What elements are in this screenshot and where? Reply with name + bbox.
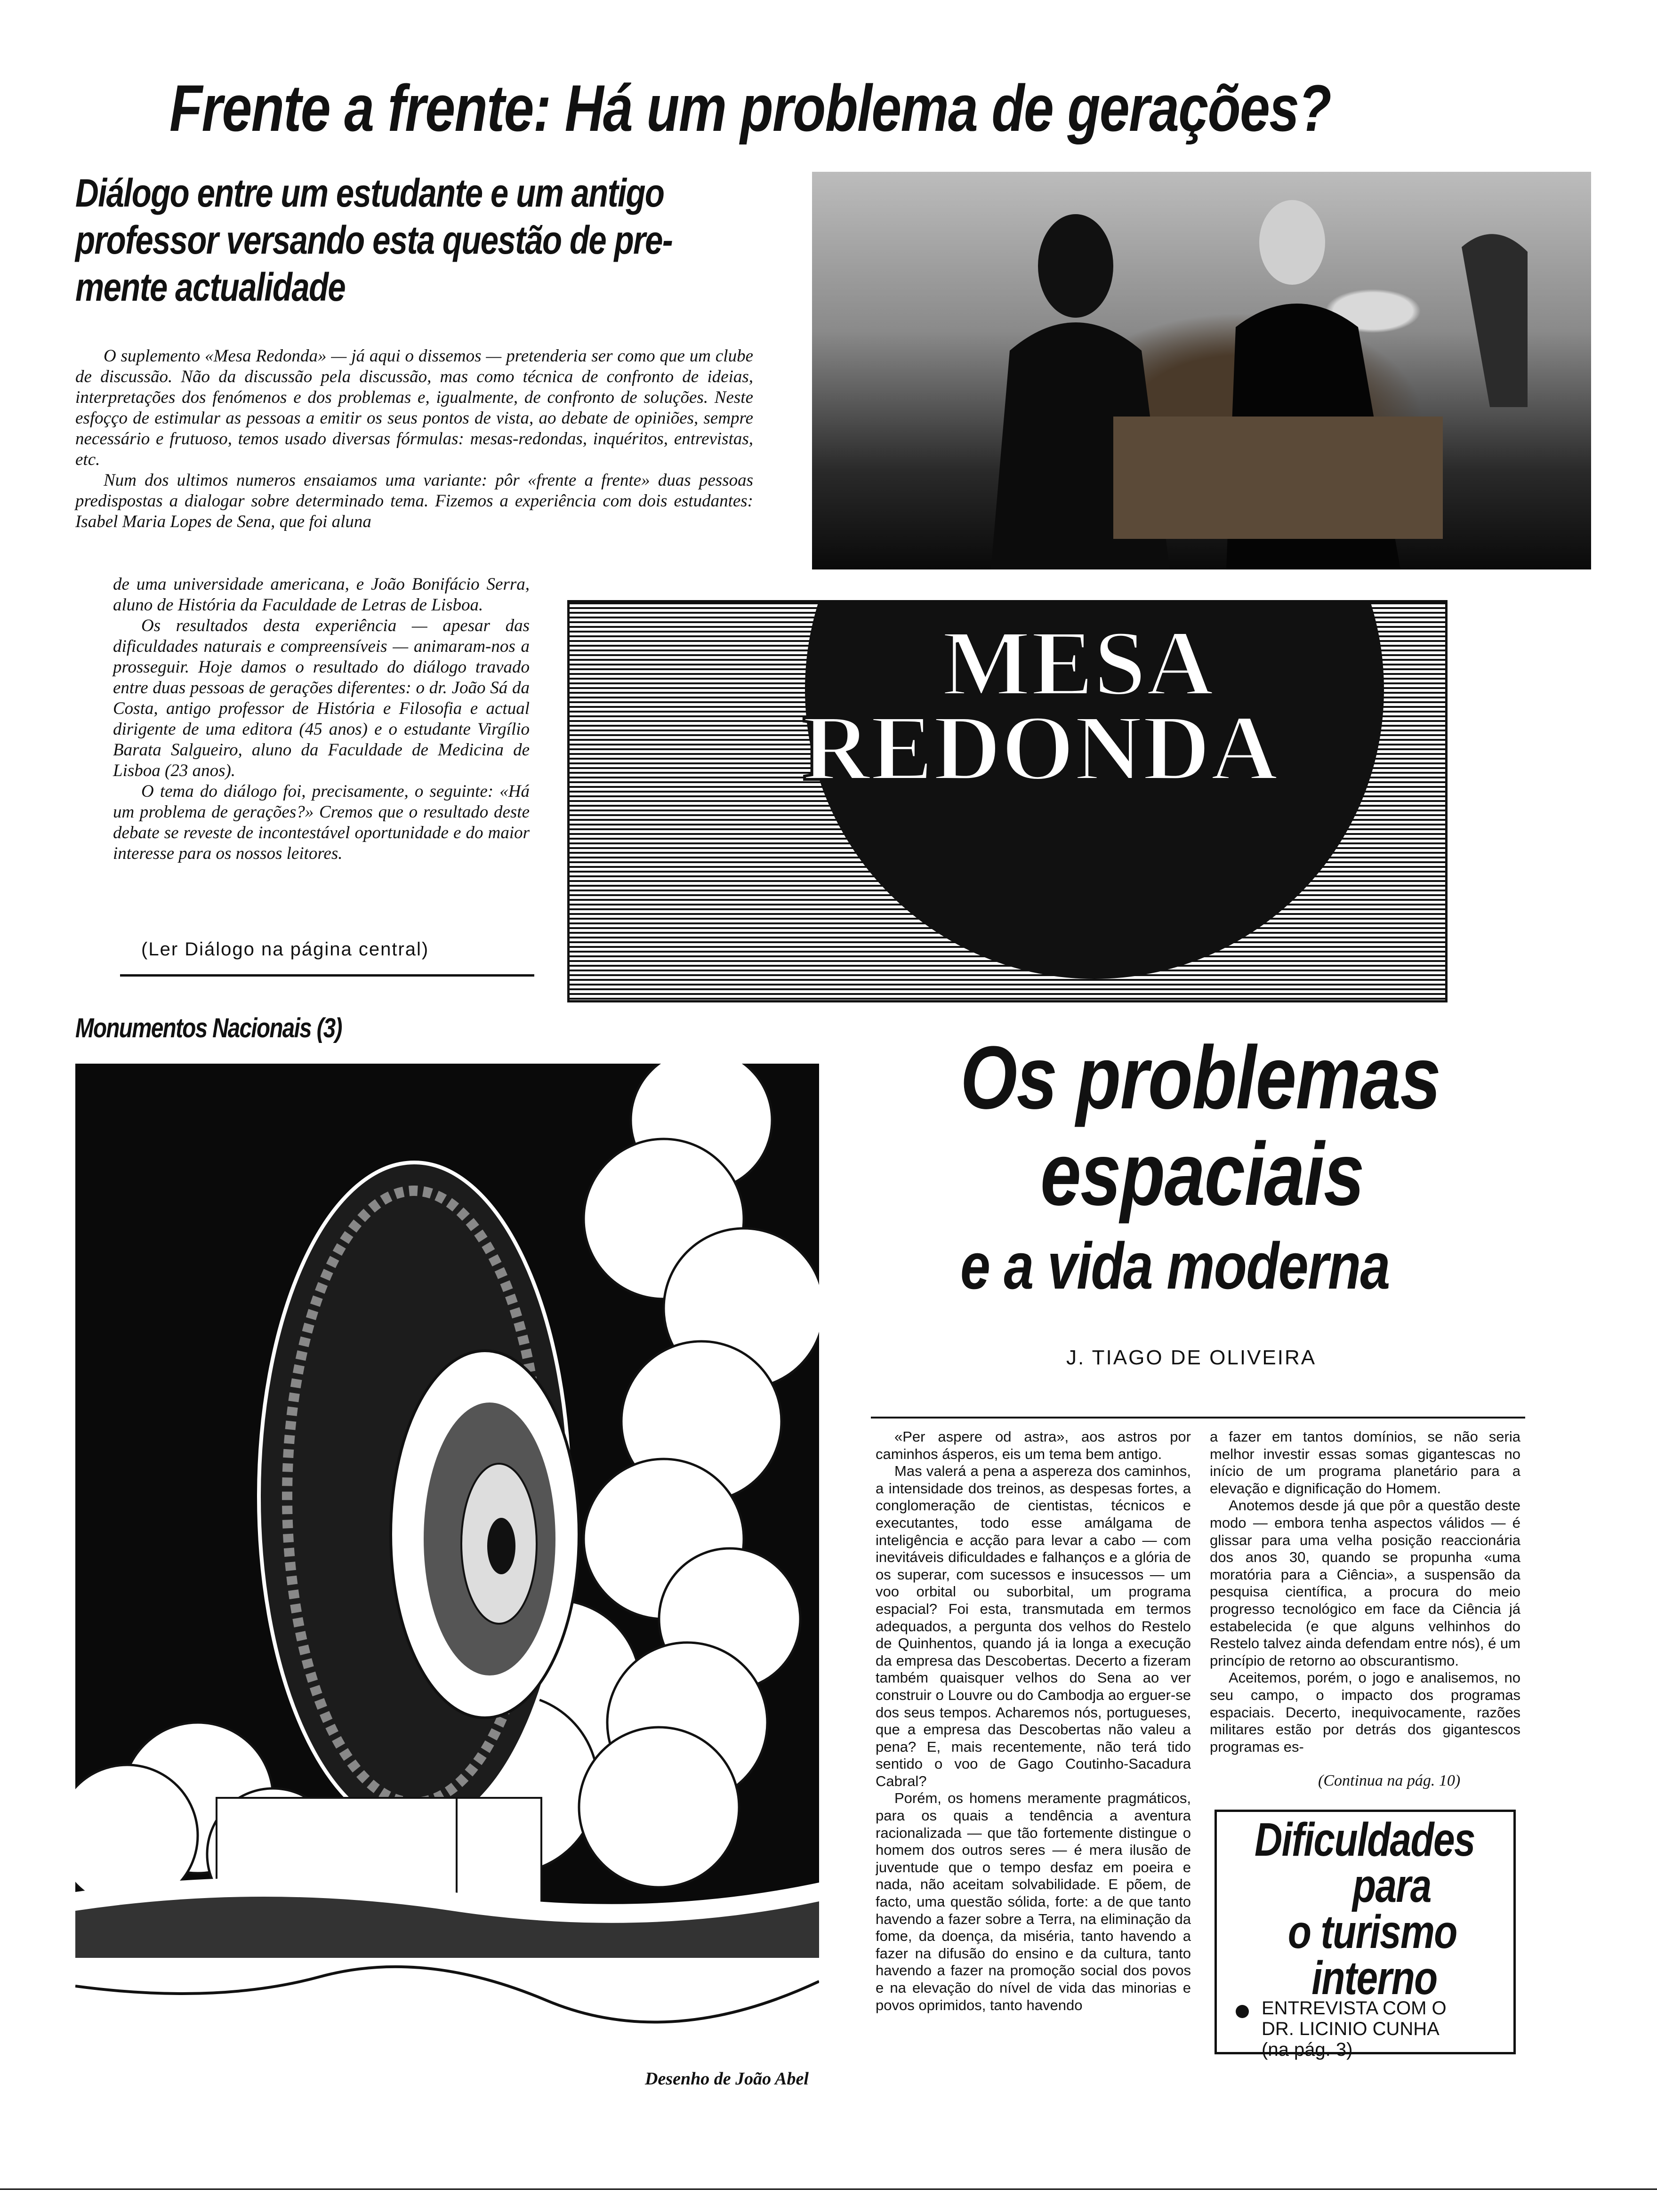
logo-title	[570, 611, 1445, 800]
dialogue-photo-figures	[812, 172, 1591, 569]
article-paragraph: a fazer em tantos domínios, se não seria melhor investir essas somas gigantescas no início de um programa planetário para a elevação e dignificação do Homem.	[1210, 1428, 1520, 1497]
subheadline-line: Diálogo entre um estudante e um antigo	[75, 171, 664, 215]
article-author: J. TIAGO DE OLIVEIRA	[1066, 1346, 1317, 1369]
turismo-title-line: para	[1352, 1859, 1431, 1912]
article-paragraph: Aceitemos, porém, o jogo e analisemos, no seu campo, o impacto dos programas espaciais. Decerto, inequivocamente, razões militares estão por detrás dos gigantescos programas es-	[1210, 1669, 1520, 1755]
turismo-bullet	[1262, 1998, 1447, 2060]
mesa-redonda-logo	[567, 600, 1448, 1002]
column-top-rule	[871, 1417, 1525, 1419]
bullet-icon	[1236, 2005, 1249, 2018]
article-paragraph: Anotemos desde já que pôr a questão deste modo — embora tenha aspectos válidos — é glissar para uma velha posição reaccionária dos anos 30, quando se propunha «uma moratória para a Ciência», a suspensão da pesquisa científica, a procura do meio progresso tecnológico em face da Ciência já estabelecida (e que alguns velhinhos do Restelo talvez ainda defendam entre nós), é um princípio de retorno ao obscurantismo.	[1210, 1497, 1520, 1669]
article-title-line-2: espaciais	[1040, 1124, 1364, 1224]
article-column-1	[876, 1428, 1191, 2092]
intro-paragraph: Os resultados desta experiência — apesar das dificuldades naturais e compreensíveis — animaram-nos a prosseguir. Hoje damos o resultado do diálogo travado entre duas pessoas de gerações diferentes: o dr. João Sá da Costa, antigo professor de História e Filosofia e actual dirigente de uma editora (45 anos) e o estudante Virgílio Barata Salgueiro, aluno da Faculdade de Medicina de Lisboa (23 anos).	[113, 616, 530, 780]
subheadline-line: professor versando esta questão de pre-	[75, 218, 673, 262]
turismo-title-line: o turismo	[1287, 1906, 1457, 1958]
page-bottom-rule	[0, 2188, 1657, 2190]
intro-paragraph: de uma universidade americana, e João Bonifácio Serra, aluno de História da Faculdade de Letras de Lisboa.	[113, 575, 530, 615]
article-paragraph: Porém, os homens meramente pragmáticos, para os quais a tendência a aventura racionalizada — que tão fortemente distingue o homem dos outros seres — é mera ilusão de juventude que o tempo desfaz em poeira e nada, não aceitam solvabilidade. E põem, de facto, uma questão sólida, forte: a de que tanto havendo a fazer sobre a Terra, na eliminação da fome, da doença, da miséria, tanto havendo a fazer na difusão do ensino e da cultura, tanto havendo a fazer na promoção social dos povos e na elevação do nível de vida das minorias e povos oprimidos, tanto havendo	[876, 1790, 1191, 2013]
monumentos-label: Monumentos Nacionais (3)	[75, 1013, 342, 1043]
article-title	[960, 1028, 1440, 1128]
article-title-line-3: e a vida moderna	[960, 1229, 1390, 1303]
article-paragraph: Mas valerá a pena a aspereza dos caminhos, a intensidade dos treinos, as despesas fortes, a conglomeração de cientistas, técnicos e executantes, todo esse amálgama de inteligência e acção para levar a cabo — com inevitáveis dificuldades e falhanços e a glória de os superar, com sucessos e insucessos — um voo orbital ou suborbital, um programa espacial? Foi esta, transmutada em termos adequados, a pergunta dos velhos do Restelo de Quinhentos, quando já ia longa a execução da empresa das Descobertas. Decerto a fizeram também quaisquer velhos do Sena ao ver construir o Louvre ou do Cambodja ao erguer-se dos seus tempos. Acharemos nós, portugueses, que a empresa das Descobertas não valeu a pena? E, mais recentemente, não terá tido sentido o voo de Gago Coutinho-Sacadura Cabral?	[876, 1463, 1191, 1789]
turismo-bullet-line: (na pág. 3)	[1262, 2039, 1353, 2060]
illustration-credit: Desenho de João Abel	[645, 2069, 809, 2089]
logo-line-redonda: REDONDA	[802, 696, 1279, 800]
intro-paragraph: O suplemento «Mesa Redonda» — já aqui o dissemos — pretenderia ser como que um clube de discussão. Não da discussão pela discussão, mas como técnica de confronto de ideias, interpretações dos fenómenos e dos problemas e, igualmente, de confronto de soluções. Neste esfoçço de estimular as pessoas a emitir os seus pontos de vista, ao debate de opiniões, sempre necessário e frutuoso, temos usado diversas fórmulas: mesas-redondas, inquéritos, entrevistas, etc.	[75, 346, 753, 469]
intro-text-top	[75, 346, 753, 532]
subheadline	[75, 169, 672, 311]
article-title-line: Os problemas	[960, 1028, 1440, 1128]
dialogue-photo	[812, 172, 1591, 569]
continua-note: (Continua na pág. 10)	[1318, 1772, 1461, 1789]
turismo-title-line: Dificuldades	[1255, 1813, 1475, 1866]
turismo-bullet-line: DR. LICINIO CUNHA	[1262, 2019, 1440, 2039]
turismo-title	[1255, 1813, 1475, 2004]
tire-drawing	[75, 1064, 819, 2061]
intro-note: (Ler Diálogo na página central)	[141, 939, 429, 960]
turismo-bullet-line: ENTREVISTA COM O	[1262, 1998, 1447, 2019]
turismo-title-line: interno	[1311, 1952, 1437, 2004]
intro-divider	[120, 974, 534, 977]
logo-line-mesa: MESA	[942, 611, 1214, 715]
article-paragraph: «Per aspere od astra», aos astros por caminhos ásperos, eis um tema bem antigo.	[876, 1428, 1191, 1462]
intro-text-bottom	[113, 574, 530, 864]
tire-illustration	[75, 1064, 819, 2061]
intro-paragraph: O tema do diálogo foi, precisamente, o seguinte: «Há um problema de gerações?» Cremos que o resultado deste debate se reveste de incontestável oportunidade e do maior interesse para os nossos leitores.	[113, 782, 530, 863]
intro-paragraph: Num dos ultimos numeros ensaiamos uma variante: pôr «frente a frente» duas pessoas predispostas a dialogar sobre determinado tema. Fizemos a experiência com dois estudantes: Isabel Maria Lopes de Sena, que foi aluna	[75, 471, 753, 531]
main-headline: Frente a frente: Há um problema de gerações?	[169, 71, 1331, 145]
article-column-2	[1210, 1428, 1520, 1772]
subheadline-line: mente actualidade	[75, 265, 346, 309]
